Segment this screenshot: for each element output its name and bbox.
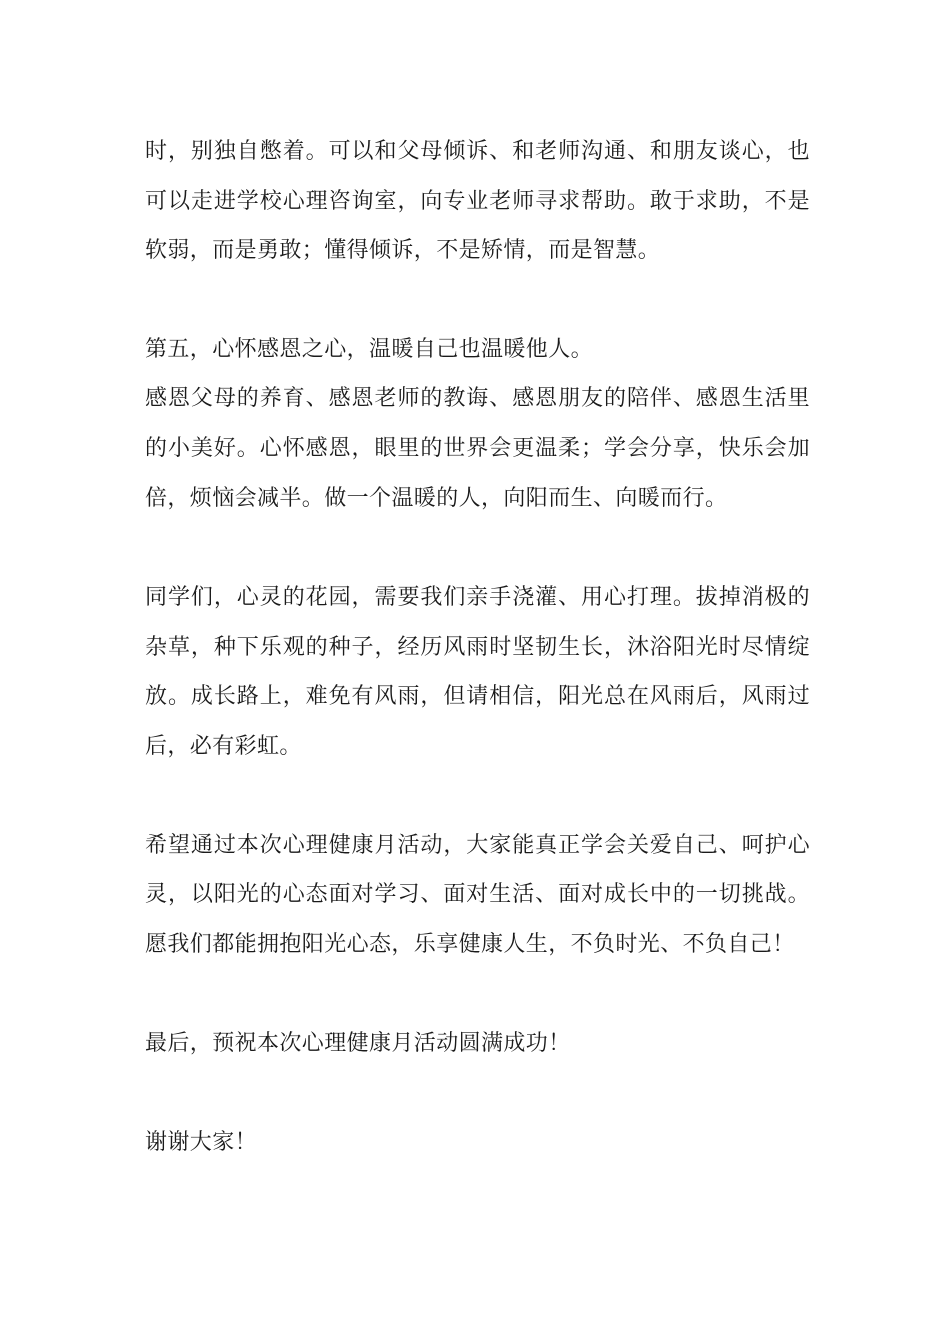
text-line: 后，必有彩虹。 (145, 734, 302, 759)
text-line: 放。成长路上，难免有风雨，但请相信，阳光总在风雨后，风雨过 (145, 684, 810, 709)
text-line: 感恩父母的养育、感恩老师的教诲、感恩朋友的陪伴、感恩生活里 (145, 386, 810, 411)
text-line: 愿我们都能拥抱阳光心态，乐享健康人生，不负时光、不负自己！ (145, 932, 795, 957)
text-line: 时，别独自憋着。可以和父母倾诉、和老师沟通、和朋友谈心，也 (145, 139, 810, 164)
text-line: 同学们，心灵的花园，需要我们亲手浇灌、用心打理。拔掉消极的 (145, 585, 810, 610)
text-line: 可以走进学校心理咨询室，向专业老师寻求帮助。敢于求助，不是 (145, 189, 810, 214)
closing-thanks: 谢谢大家！ (145, 1130, 258, 1155)
text-line: 希望通过本次心理健康月活动，大家能真正学会关爱自己、呵护心 (145, 833, 810, 858)
text-line: 软弱，而是勇敢；懂得倾诉，不是矫情，而是智慧。 (145, 238, 661, 263)
text-line: 杂草，种下乐观的种子，经历风雨时坚韧生长，沐浴阳光时尽情绽 (145, 635, 810, 660)
section-heading: 第五，心怀感恩之心，温暖自己也温暖他人。 (145, 337, 594, 362)
text-line: 的小美好。心怀感恩，眼里的世界会更温柔；学会分享，快乐会加 (145, 436, 810, 461)
text-line: 倍，烦恼会减半。做一个温暖的人，向阳而生、向暖而行。 (145, 486, 728, 511)
text-line: 灵，以阳光的心态面对学习、面对生活、面对成长中的一切挑战。 (145, 882, 810, 907)
closing-wish: 最后，预祝本次心理健康月活动圆满成功！ (145, 1031, 571, 1056)
